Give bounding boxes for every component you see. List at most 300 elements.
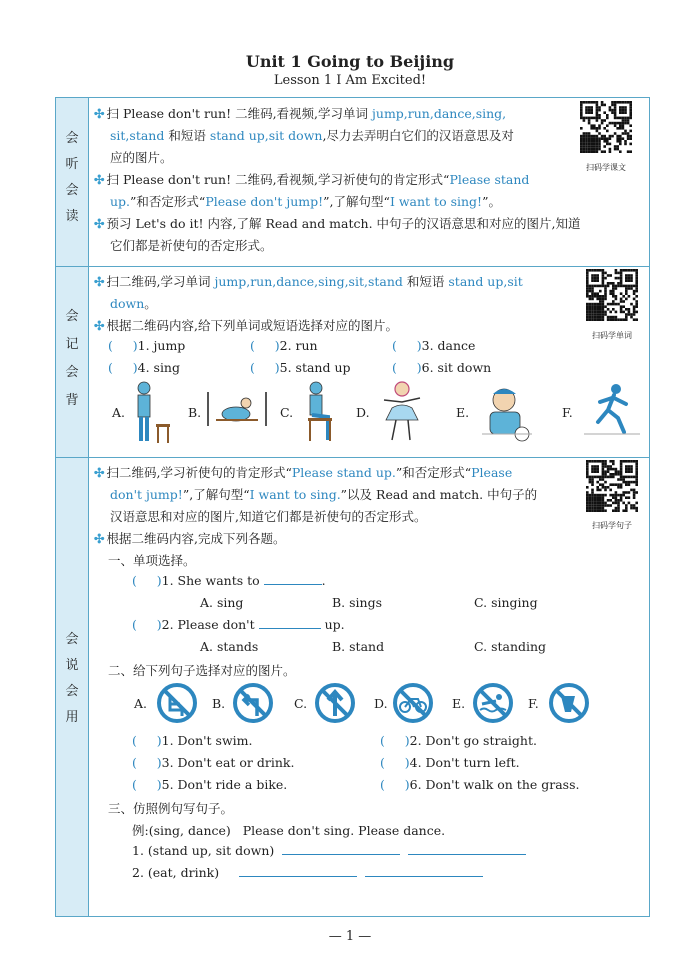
qr-module xyxy=(603,140,606,143)
qr-module xyxy=(599,496,602,499)
qr-module xyxy=(622,494,625,497)
qr-module xyxy=(620,486,623,489)
qr-module xyxy=(591,274,594,277)
qr-module xyxy=(607,308,610,311)
q1-option-c[interactable]: C. singing xyxy=(474,595,538,610)
qr-module xyxy=(588,132,591,135)
qr-code-icon[interactable] xyxy=(583,460,641,512)
qr-module xyxy=(604,277,607,280)
qr-module xyxy=(602,308,605,311)
qr-module xyxy=(617,285,620,288)
qr-module xyxy=(586,460,589,463)
qr-module xyxy=(585,145,588,148)
qr-module xyxy=(593,140,596,143)
qr-module xyxy=(598,137,601,140)
label-char: 会 xyxy=(65,309,79,324)
qr-module xyxy=(596,502,599,505)
qr-module xyxy=(607,470,610,473)
qr-module xyxy=(593,150,596,153)
qr-module xyxy=(614,111,617,114)
qr-module xyxy=(583,101,586,104)
match-item[interactable]: ( )4. Don't turn left. xyxy=(380,755,520,770)
qr-module xyxy=(596,305,599,308)
qr-module xyxy=(596,308,599,311)
qr-module xyxy=(627,137,630,140)
qr-module xyxy=(604,494,607,497)
qr-module xyxy=(609,473,612,476)
qr-module xyxy=(604,272,607,275)
qr-module xyxy=(612,494,615,497)
no-eating-sign-icon xyxy=(548,682,590,724)
qr-module xyxy=(602,473,605,476)
word-item[interactable]: ( )3. dance xyxy=(392,338,476,353)
sign-letter: E. xyxy=(452,696,466,711)
match-item[interactable]: ( )2. Don't go straight. xyxy=(380,733,537,748)
qr-module xyxy=(599,460,602,463)
qr-module xyxy=(611,101,614,104)
qr-module xyxy=(617,470,620,473)
qr-module xyxy=(622,269,625,272)
qr-module xyxy=(594,509,597,512)
qr-module xyxy=(580,127,583,130)
qr-module xyxy=(614,117,617,120)
write-item-1[interactable]: 1. (stand up, sit down) xyxy=(132,843,526,858)
qr-module xyxy=(594,313,597,316)
qr-module xyxy=(612,303,615,306)
qr-module xyxy=(596,476,599,479)
qr-module xyxy=(602,285,605,288)
qr-module xyxy=(625,468,628,471)
qr-module xyxy=(589,460,592,463)
qr-module xyxy=(622,132,625,135)
qr-module xyxy=(589,504,592,507)
qr-module xyxy=(627,135,630,138)
qr-module xyxy=(607,282,610,285)
qr-module xyxy=(583,119,586,122)
qr-module xyxy=(602,269,605,272)
qr-module xyxy=(589,509,592,512)
qr-module xyxy=(628,496,631,499)
qr-module xyxy=(580,150,583,153)
qr-module xyxy=(594,269,597,272)
qr-module xyxy=(615,509,618,512)
qr-module xyxy=(580,143,583,146)
qr-module xyxy=(606,114,609,117)
qr-module xyxy=(602,478,605,481)
qr-module xyxy=(599,504,602,507)
qr-module xyxy=(616,101,619,104)
qr-module xyxy=(596,316,599,319)
qr-module xyxy=(625,269,628,272)
label-char: 会 xyxy=(65,684,79,699)
qr-module xyxy=(586,269,589,272)
qr-module xyxy=(602,298,605,301)
qr-module xyxy=(603,104,606,107)
qr-module xyxy=(624,117,627,120)
listen-line-1: ✣ 扫 Please don't run! 二维码,看视频,学习单词 jump,run,dance,sing, xyxy=(94,106,507,121)
no-bike-sign-icon xyxy=(392,682,434,724)
qr-module xyxy=(620,483,623,486)
qr-module xyxy=(594,318,597,321)
qr-module xyxy=(596,117,599,120)
qr-module xyxy=(594,295,597,298)
qr-module xyxy=(593,137,596,140)
qr-module xyxy=(615,502,618,505)
qr-module xyxy=(619,143,622,146)
qr-code-icon[interactable] xyxy=(577,101,635,153)
qr-module xyxy=(627,132,630,135)
qr-module xyxy=(604,465,607,468)
qr-module xyxy=(604,470,607,473)
qr-module xyxy=(602,318,605,321)
qr-module xyxy=(612,476,615,479)
qr-module xyxy=(609,303,612,306)
qr-module xyxy=(625,298,628,301)
qr-module xyxy=(609,292,612,295)
qr-module xyxy=(593,148,596,151)
qr-module xyxy=(588,111,591,114)
match-item[interactable]: ( )1. Don't swim. xyxy=(132,733,253,748)
stand-figure-icon xyxy=(126,380,174,446)
qr-module xyxy=(633,494,636,497)
qr-module xyxy=(625,460,628,463)
qr-module xyxy=(625,483,628,486)
qr-module xyxy=(594,277,597,280)
qr-module xyxy=(622,137,625,140)
sign-letter: F. xyxy=(528,696,539,711)
no-left-turn-sign-icon xyxy=(232,682,274,724)
qr-module xyxy=(588,109,591,112)
qr-module xyxy=(625,491,628,494)
qr-module xyxy=(620,468,623,471)
qr-module xyxy=(612,496,615,499)
qr-module xyxy=(599,295,602,298)
match-item[interactable]: ( )3. Don't eat or drink. xyxy=(132,755,295,770)
qr-module xyxy=(583,140,586,143)
qr-module xyxy=(591,481,594,484)
label-char: 说 xyxy=(65,658,79,673)
qr-module xyxy=(593,124,596,127)
qr-module xyxy=(602,502,605,505)
qr-module xyxy=(589,298,592,301)
qr-module xyxy=(635,463,638,466)
section-label-speak xyxy=(56,457,89,916)
qr-module xyxy=(635,277,638,280)
section-label-remember xyxy=(56,266,89,457)
qr-module xyxy=(604,504,607,507)
listen-line-6: ✣ 预习 Let's do it! 内容,了解 Read and match. 中句子的汉语意思和对应的图片,知道 xyxy=(94,216,581,231)
word-item[interactable]: ( )1. jump xyxy=(108,338,186,353)
qr-module xyxy=(591,489,594,492)
qr-module xyxy=(590,127,593,130)
qr-module xyxy=(614,148,617,151)
qr-module xyxy=(617,318,620,321)
word-item[interactable]: ( )5. stand up xyxy=(250,360,351,375)
qr-module xyxy=(607,486,610,489)
qr-module xyxy=(620,499,623,502)
q1-option-a[interactable]: A. sing xyxy=(200,595,244,610)
qr-module xyxy=(594,285,597,288)
write-item-2[interactable]: 2. (eat, drink) xyxy=(132,865,483,880)
q2-option-a[interactable]: A. stands xyxy=(200,639,259,654)
qr-module xyxy=(628,313,631,316)
qr-module xyxy=(609,499,612,502)
qr-module xyxy=(590,124,593,127)
qr-module xyxy=(619,127,622,130)
qr-module xyxy=(586,494,589,497)
qr-module xyxy=(601,104,604,107)
qr-module xyxy=(585,101,588,104)
qr-module xyxy=(612,460,615,463)
match-item[interactable]: ( )6. Don't walk on the grass. xyxy=(380,777,580,792)
qr-module xyxy=(627,150,630,153)
qr-module xyxy=(599,318,602,321)
qr-module xyxy=(585,117,588,120)
qr-module xyxy=(615,494,618,497)
qr-module xyxy=(596,135,599,138)
qr-module xyxy=(619,124,622,127)
qr-module xyxy=(602,504,605,507)
qr-module xyxy=(586,491,589,494)
qr-module xyxy=(622,122,625,125)
qr-module xyxy=(633,305,636,308)
qr-module xyxy=(620,305,623,308)
word-item[interactable]: ( )6. sit down xyxy=(392,360,492,375)
qr-module xyxy=(599,489,602,492)
q2-option-b[interactable]: B. stand xyxy=(332,639,385,654)
qr-module xyxy=(619,111,622,114)
qr-module xyxy=(583,145,586,148)
qr-module xyxy=(596,509,599,512)
qr-module xyxy=(596,109,599,112)
qr-module xyxy=(620,298,623,301)
qr-module xyxy=(589,318,592,321)
qr-module xyxy=(616,148,619,151)
qr-module xyxy=(585,150,588,153)
qr-module xyxy=(612,483,615,486)
qr-module xyxy=(628,285,631,288)
qr-module xyxy=(630,274,633,277)
qr-module xyxy=(609,468,612,471)
qr-module xyxy=(599,476,602,479)
qr-module xyxy=(628,287,631,290)
qr-module xyxy=(596,274,599,277)
qr-module xyxy=(594,496,597,499)
qr-module xyxy=(606,140,609,143)
qr-caption: 扫码学课文 xyxy=(586,163,626,172)
question-1[interactable]: ( )1. She wants to . xyxy=(132,573,326,588)
q1-option-b[interactable]: B. sings xyxy=(332,595,383,610)
qr-module xyxy=(602,496,605,499)
qr-module xyxy=(635,272,638,275)
qr-module xyxy=(625,496,628,499)
qr-module xyxy=(589,285,592,288)
listen-line-5: up.”和否定形式“Please don't jump!”,了解句型“I want to sing!”。 xyxy=(110,194,501,209)
qr-module xyxy=(616,122,619,125)
qr-module xyxy=(596,460,599,463)
qr-module xyxy=(635,483,638,486)
qr-module xyxy=(591,269,594,272)
match-item[interactable]: ( )5. Don't ride a bike. xyxy=(132,777,288,792)
qr-module xyxy=(583,137,586,140)
qr-module xyxy=(589,305,592,308)
q2-option-c[interactable]: C. standing xyxy=(474,639,547,654)
qr-module xyxy=(633,491,636,494)
qr-module xyxy=(635,311,638,314)
qr-module xyxy=(629,117,632,120)
qr-module xyxy=(585,109,588,112)
qr-module xyxy=(588,145,591,148)
qr-module xyxy=(594,311,597,314)
speak-line-3: 汉语意思和对应的图片,知道它们都是祈使句的否定形式。 xyxy=(110,509,427,524)
qr-module xyxy=(594,468,597,471)
qr-module xyxy=(589,290,592,293)
qr-module xyxy=(633,298,636,301)
qr-module xyxy=(622,300,625,303)
qr-module xyxy=(607,504,610,507)
qr-module xyxy=(588,122,591,125)
qr-module xyxy=(625,507,628,510)
run-figure-icon xyxy=(580,382,642,438)
qr-module xyxy=(599,305,602,308)
qr-module xyxy=(601,122,604,125)
qr-module xyxy=(630,316,633,319)
qr-module xyxy=(635,300,638,303)
qr-module xyxy=(633,269,636,272)
qr-module xyxy=(624,130,627,133)
qr-module xyxy=(619,140,622,143)
qr-module xyxy=(594,292,597,295)
qr-module xyxy=(630,277,633,280)
qr-module xyxy=(625,504,628,507)
qr-module xyxy=(591,290,594,293)
word-item[interactable]: ( )4. sing xyxy=(108,360,180,375)
qr-module xyxy=(596,489,599,492)
qr-module xyxy=(602,303,605,306)
qr-module xyxy=(589,481,592,484)
part2-title: 二、给下列句子选择对应的图片。 xyxy=(108,663,296,678)
sit-down-figure-icon xyxy=(294,380,342,446)
qr-module xyxy=(591,308,594,311)
qr-module xyxy=(622,285,625,288)
no-sitting-sign-icon xyxy=(156,682,198,724)
qr-module xyxy=(602,486,605,489)
qr-module xyxy=(589,476,592,479)
qr-module xyxy=(590,109,593,112)
qr-module xyxy=(607,499,610,502)
qr-module xyxy=(628,465,631,468)
qr-module xyxy=(609,494,612,497)
qr-module xyxy=(612,290,615,293)
remember-line-1: ✣ 扫二维码,学习单词 jump,run,dance,sing,sit,stand 和短语 stand up,sit xyxy=(94,274,523,289)
qr-module xyxy=(614,122,617,125)
qr-module xyxy=(615,269,618,272)
qr-module xyxy=(614,104,617,107)
qr-module xyxy=(630,287,633,290)
qr-module xyxy=(589,499,592,502)
qr-module xyxy=(620,496,623,499)
qr-module xyxy=(585,140,588,143)
qr-module xyxy=(603,119,606,122)
qr-module xyxy=(635,491,638,494)
qr-module xyxy=(609,318,612,321)
word-item[interactable]: ( )2. run xyxy=(250,338,318,353)
qr-module xyxy=(596,279,599,282)
qr-code-icon[interactable] xyxy=(583,269,641,321)
qr-module xyxy=(593,127,596,130)
sign-letter: C. xyxy=(294,696,308,711)
qr-module xyxy=(603,150,606,153)
qr-module xyxy=(602,316,605,319)
qr-module xyxy=(599,502,602,505)
qr-module xyxy=(625,274,628,277)
qr-module xyxy=(598,114,601,117)
qr-module xyxy=(612,316,615,319)
qr-module xyxy=(598,145,601,148)
qr-module xyxy=(591,287,594,290)
question-2[interactable]: ( )2. Please don't up. xyxy=(132,617,345,632)
qr-module xyxy=(589,496,592,499)
qr-module xyxy=(635,285,638,288)
qr-module xyxy=(604,292,607,295)
qr-module xyxy=(617,473,620,476)
qr-module xyxy=(616,135,619,138)
qr-module xyxy=(624,111,627,114)
qr-module xyxy=(609,483,612,486)
part3-title: 三、仿照例句写句子。 xyxy=(108,801,234,816)
qr-module xyxy=(615,303,618,306)
qr-module xyxy=(589,295,592,298)
qr-module xyxy=(594,305,597,308)
unit-title: Unit 1 Going to Beijing xyxy=(245,52,455,71)
speak-line-2: don't jump!”,了解句型“I want to sing.”以及 Read and match. 中句子的 xyxy=(110,487,538,502)
qr-module xyxy=(594,308,597,311)
qr-module xyxy=(617,499,620,502)
qr-module xyxy=(609,311,612,314)
qr-module xyxy=(599,298,602,301)
qr-module xyxy=(603,135,606,138)
qr-module xyxy=(583,117,586,120)
qr-module xyxy=(625,313,628,316)
qr-module xyxy=(593,101,596,104)
qr-module xyxy=(619,109,622,112)
qr-module xyxy=(635,470,638,473)
qr-module xyxy=(624,143,627,146)
qr-module xyxy=(635,468,638,471)
qr-module xyxy=(617,502,620,505)
qr-module xyxy=(596,496,599,499)
qr-module xyxy=(607,468,610,471)
qr-module xyxy=(620,285,623,288)
label-char: 背 xyxy=(65,393,79,408)
qr-module xyxy=(625,481,628,484)
qr-module xyxy=(580,106,583,109)
qr-module xyxy=(633,507,636,510)
qr-module xyxy=(594,470,597,473)
qr-module xyxy=(588,106,591,109)
qr-module xyxy=(596,499,599,502)
qr-module xyxy=(635,305,638,308)
label-char: 用 xyxy=(65,710,79,725)
qr-module xyxy=(615,496,618,499)
qr-module xyxy=(615,277,618,280)
qr-module xyxy=(614,124,617,127)
qr-module xyxy=(601,135,604,138)
qr-module xyxy=(596,145,599,148)
qr-module xyxy=(619,122,622,125)
qr-module xyxy=(609,106,612,109)
qr-module xyxy=(591,509,594,512)
